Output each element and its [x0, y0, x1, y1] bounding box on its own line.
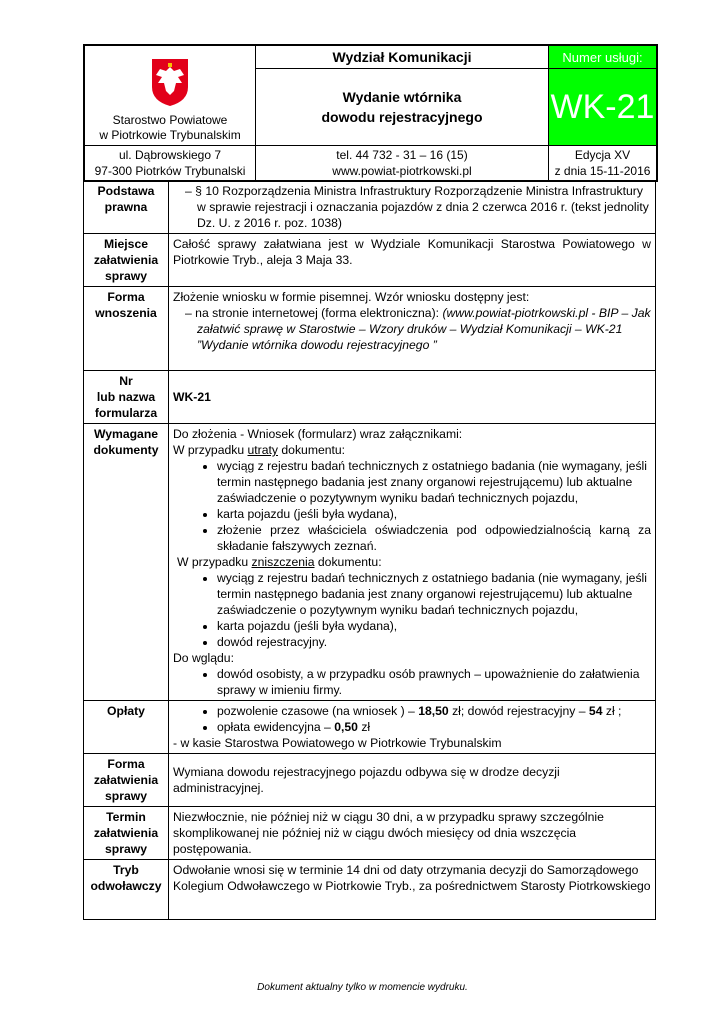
list-item: • karta pojazdu (jeśli była wydana),	[217, 618, 651, 634]
row-deadline: Termin załatwienia sprawy Niezwłocznie, nie później niż w ciągu 30 dni, a w przypadku sprawy szczególnie skomplikowanej nie później niż w ciągu dwóch miesięcy od dnia wszczęcia postępowania.	[84, 807, 656, 860]
row-form: Forma wnoszenia Złożenie wniosku w formie pisemnej. Wzór wniosku dostępny jest: – na stronie internetowej (forma elektroniczna): (www.powiat-piotrkowski.pl - BIP – Jak załatwić sprawę w Starostwie – Wzory druków – Wydział Komunikacji – WK-21 ”Wydanie wtórnika dowodu rejestracyjnego ”	[84, 287, 656, 371]
loss-heading: W przypadku utraty dokumentu:	[173, 443, 346, 457]
list-item: • złożenie przez właściciela oświadczenia pod odpowiedzialnością karną za składanie fałszywych zeznań.	[217, 522, 651, 554]
office-cell	[85, 46, 256, 146]
row-appeal: Tryb odwoławczy Odwołanie wnosi się w terminie 14 dni od daty otrzymania decyzji do Samorządowego Kolegium Odwoławczego w Piotrkowie Tryb., za pośrednictwem Starosty Piotrkowskiego	[84, 860, 656, 920]
office-name: Starostwo Powiatowe	[112, 113, 228, 127]
list-item: • wyciąg z rejestru badań technicznych z ostatniego badania (nie wymagany, jeśli termin następnego badania jest znany organowi rejestrującemu) lub aktualne zaświadczenie o pozytywnym wyniku badań technicznych pojazdu,	[217, 570, 651, 618]
deadline-text: Niezwłocznie, nie później niż w ciągu 30 dni, a w przypadku sprawy szczególnie skomplikowanej nie później niż w ciągu dwóch miesięcy od dnia wszczęcia postępowania.	[169, 807, 656, 860]
document-header	[83, 44, 658, 182]
row-place: Miejsce załatwienia sprawy Całość sprawy załatwiana jest w Wydziale Komunikacji Starostwa Powiatowego w Piotrkowie Tryb., aleja 3 Maja 33.	[84, 234, 656, 287]
office-city: w Piotrkowie Trybunalskim	[99, 128, 241, 142]
legal-basis-text: – § 10 Rozporządzenia Ministra Infrastruktury Rozporządzenie Ministra Infrastruktury w sprawie rejestracji i oznaczania pojazdów z dnia 2 czerwca 2016 r. (tekst jednolity Dz. U. z 2016 r. poz. 1038)	[185, 183, 651, 231]
appeal-text: Odwołanie wnosi się w terminie 14 dni od daty otrzymania decyzji do Samorządowego Kolegium Odwoławczego w Piotrkowie Tryb., za pośrednictwem Starosty Piotrkowskiego	[169, 860, 656, 920]
form-text: Złożenie wniosku w formie pisemnej. Wzór wniosku dostępny jest:	[173, 290, 530, 304]
department-name: Wydział Komunikacji	[256, 46, 549, 69]
place-text: Całość sprawy załatwiana jest w Wydziale Komunikacji Starostwa Powiatowego w Piotrkowie Tryb., aleja 3 Maja 33.	[169, 234, 656, 287]
service-details-table	[83, 180, 656, 920]
row-resolution: Forma załatwienia sprawy Wymiana dowodu rejestracyjnego pojazdu odbywa się w drodze decyzji administracyjnej.	[84, 754, 656, 807]
review-heading: Do wglądu:	[173, 651, 234, 665]
contact	[256, 146, 549, 181]
form-number-text: WK-21	[169, 371, 656, 424]
documents-intro: Do złożenia - Wniosek (formularz) wraz załącznikami:	[173, 427, 463, 441]
form-item: – na stronie internetowej (forma elektroniczna): (www.powiat-piotrkowski.pl - BIP – Jak załatwić sprawę w Starostwie – Wzory druków – Wydział Komunikacji – WK-21 ”Wydanie wtórnika dowodu rejestracyjnego ”	[185, 305, 651, 353]
service-code: WK-21	[549, 69, 657, 146]
row-legal-basis: Podstawa prawna – § 10 Rozporządzenia Ministra Infrastruktury Rozporządzenie Ministra Infrastruktury w sprawie rejestracji i oznaczania pojazdów z dnia 2 czerwca 2016 r. (tekst jednolity Dz. U. z 2016 r. poz. 1038)	[84, 181, 656, 234]
address: ul. Dąbrowskiego 7 97-300 Piotrków Trybunalski	[85, 146, 256, 181]
service-number-label: Numer usługi:	[549, 46, 657, 69]
destroy-heading: W przypadku zniszczenia dokumentu:	[177, 555, 382, 569]
list-item: • dowód osobisty, a w przypadku osób prawnych – upoważnienie do załatwienia sprawy w imieniu firmy.	[217, 666, 651, 698]
footer-note: Dokument aktualny tylko w momencie wydruku.	[257, 982, 468, 993]
eagle-emblem-icon	[142, 57, 198, 107]
row-documents: Wymagane dokumenty Do złożenia - Wniosek (formularz) wraz załącznikami: W przypadku utraty dokumentu: • wyciąg z rejestru badań technicznych z ostatniego badania (nie wymagany, jeśli termin następnego badania jest znany organowi rejestrującemu) lub aktualne zaświadczenie o pozytywnym wyniku badań technicznych pojazdu, • karta pojazdu (jeśli była wydana), • złożenie przez właściciela oświadczenia pod odpowiedzialnością karną za składanie fałszywych zeznań. W przypadku zniszczenia dokumentu: • wyciąg z rejestru badań technicznych z ostatniego badania (nie wymagany, jeśli termin następnego badania jest znany organowi rejestrującemu) lub aktualne zaświadczenie o pozytywnym wyniku badań technicznych pojazdu, • karta pojazdu (jeśli była wydana), • dowód rejestracyjny. Do wglądu: • dowód osobisty, a w przypadku osób prawnych – upoważnienie do załatwienia sprawy w imieniu firmy.	[84, 424, 656, 701]
phone: tel. 44 732 - 31 – 16 (15)	[336, 148, 468, 162]
fee-item: • opłata ewidencyjna – 0,50 zł	[217, 719, 651, 735]
website: www.powiat-piotrkowski.pl	[332, 164, 472, 178]
service-title: Wydanie wtórnika dowodu rejestracyjnego	[256, 69, 549, 146]
resolution-text: Wymiana dowodu rejestracyjnego pojazdu odbywa się w drodze decyzji administracyjnej.	[169, 754, 656, 807]
list-item: • dowód rejestracyjny.	[217, 634, 651, 650]
row-form-number: Nr lub nazwa formularza WK-21	[84, 371, 656, 424]
list-item: • karta pojazdu (jeśli była wydana),	[217, 506, 651, 522]
list-item: • wyciąg z rejestru badań technicznych z ostatniego badania (nie wymagany, jeśli termin następnego badania jest znany organowi rejestrującemu) lub aktualne zaświadczenie o pozytywnym wyniku badań technicznych pojazdu,	[217, 458, 651, 506]
row-fees: Opłaty • pozwolenie czasowe (na wniosek ) – 18,50 zł; dowód rejestracyjny – 54 zł ; • opłata ewidencyjna – 0,50 zł - w kasie Starostwa Powiatowego w Piotrkowie Trybunalskim	[84, 701, 656, 754]
edition: Edycja XV z dnia 15-11-2016	[549, 146, 657, 181]
fee-item: • pozwolenie czasowe (na wniosek ) – 18,50 zł; dowód rejestracyjny – 54 zł ;	[217, 703, 651, 719]
fees-note: - w kasie Starostwa Powiatowego w Piotrkowie Trybunalskim	[173, 736, 502, 750]
